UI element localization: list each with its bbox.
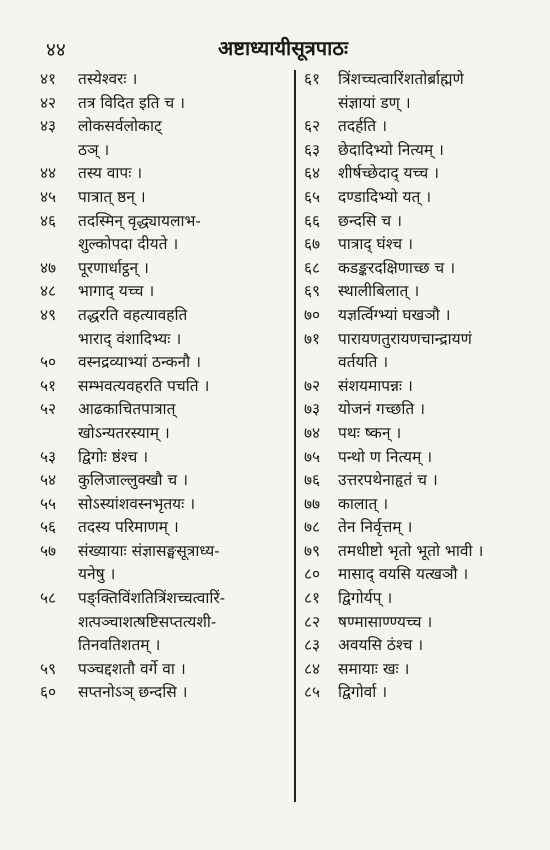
sutra-number: ६९ — [304, 282, 321, 301]
sutra-number: ४४ — [40, 164, 57, 183]
sutra-number: ५९ — [40, 659, 57, 678]
sutra-number: ८५ — [304, 683, 321, 702]
sutra-line: सप्तनोऽञ् छन्दसि । — [78, 683, 188, 702]
sutra-number: ७२ — [304, 376, 321, 395]
sutra-number: ७३ — [304, 400, 321, 419]
page-number: ४४ — [46, 39, 66, 61]
sutra-number: ७९ — [304, 541, 321, 560]
sutra-number: ८० — [304, 565, 321, 584]
sutra-text — [338, 328, 548, 375]
sutra-number: ६० — [40, 683, 57, 702]
sutra-number: ४९ — [40, 305, 57, 324]
sutra-text — [338, 68, 548, 115]
sutra-entry — [304, 587, 548, 611]
sutra-number: ५२ — [40, 400, 57, 419]
sutra-number: ६५ — [304, 187, 321, 206]
sutra-entry — [304, 233, 548, 257]
left-column — [40, 68, 290, 705]
sutra-number: ४२ — [40, 93, 57, 112]
sutra-line: कुलिजाल्लुक्खौ च । — [78, 471, 189, 490]
sutra-line: भागाद् यच्च । — [78, 282, 155, 301]
sutra-text — [78, 115, 290, 162]
sutra-entry — [304, 681, 548, 705]
sutra-entry — [304, 398, 548, 422]
sutra-text — [338, 139, 548, 163]
sutra-text — [78, 516, 290, 540]
sutra-entry — [40, 115, 290, 162]
sutra-entry — [40, 257, 290, 281]
sutra-number: ७४ — [304, 423, 321, 442]
sutra-number: ८४ — [304, 659, 321, 678]
sutra-line: ठञ् । — [78, 140, 110, 159]
sutra-line: पात्रात् ष्ठन् । — [78, 187, 146, 206]
sutra-text — [338, 634, 548, 658]
sutra-text — [338, 115, 548, 139]
sutra-number: ५४ — [40, 471, 57, 490]
sutra-text — [78, 681, 290, 705]
sutra-text — [338, 233, 548, 257]
sutra-text — [338, 422, 548, 446]
sutra-line: पूरणार्धाट्ठन् । — [78, 258, 149, 277]
sutra-text — [78, 304, 290, 351]
sutra-line: तदर्हति । — [338, 117, 387, 136]
sutra-number: ५३ — [40, 447, 57, 466]
sutra-line: समायाः खः । — [338, 659, 410, 678]
sutra-entry — [304, 115, 548, 139]
sutra-entry — [304, 328, 548, 375]
sutra-text — [78, 351, 290, 375]
sutra-entry — [304, 375, 548, 399]
sutra-line: वर्तयति । — [338, 353, 389, 372]
sutra-entry — [40, 516, 290, 540]
sutra-text — [78, 587, 290, 658]
right-column — [304, 68, 548, 705]
sutra-entry — [304, 139, 548, 163]
sutra-line: तेन निर्वृत्तम् । — [338, 518, 413, 537]
sutra-number: ६१ — [304, 70, 321, 88]
sutra-line: स्थालीबिलात् । — [338, 282, 420, 301]
sutra-entry — [304, 186, 548, 210]
sutra-number: ६३ — [304, 140, 321, 159]
sutra-entry — [40, 162, 290, 186]
sutra-entry — [304, 563, 548, 587]
sutra-line: तद्धरति वहत्यावहति — [78, 305, 188, 324]
sutra-entry — [304, 422, 548, 446]
sutra-line: तदस्य परिमाणम् । — [78, 518, 179, 537]
sutra-entry — [304, 493, 548, 517]
sutra-line: छन्दसि च । — [338, 211, 402, 230]
sutra-line: यनेषु । — [78, 565, 116, 584]
sutra-number: ७६ — [304, 471, 321, 490]
sutra-line: तदस्मिन् वृद्ध्यायलाभ- — [78, 211, 201, 230]
sutra-entry — [304, 634, 548, 658]
sutra-entry — [40, 493, 290, 517]
sutra-number: ५५ — [40, 494, 57, 513]
sutra-number: ४१ — [40, 70, 57, 88]
sutra-number: ६८ — [304, 258, 321, 277]
sutra-entry — [40, 186, 290, 210]
page-title: अष्टाध्यायीसूत्रपाठः — [218, 36, 348, 60]
sutra-text — [78, 210, 290, 257]
sutra-line: लोकसर्वलोकाट् — [78, 117, 162, 136]
sutra-entry — [304, 257, 548, 281]
sutra-line: तमधीष्टो भृतो भूतो भावी । — [338, 541, 484, 560]
sutra-line: पथः ष्कन् । — [338, 423, 402, 442]
sutra-line: तस्येश्वरः । — [78, 70, 138, 88]
sutra-line: पञ्चद्दशतौ वर्गे वा । — [78, 659, 186, 678]
sutra-line: मासाद् वयसि यत्खञौ । — [338, 565, 469, 584]
sutra-line: वस्नद्रव्याभ्यां ठन्कनौ । — [78, 353, 201, 372]
sutra-entry — [304, 68, 548, 115]
sutra-entry — [40, 92, 290, 116]
sutra-text — [338, 658, 548, 682]
sutra-line: शीर्षच्छेदाद् यच्च । — [338, 164, 439, 183]
sutra-line: संशयमापन्नः । — [338, 376, 413, 395]
sutra-text — [78, 398, 290, 445]
sutra-line: कालात् । — [338, 494, 389, 513]
sutra-line: पन्थो ण नित्यम् । — [338, 447, 433, 466]
sutra-entry — [40, 280, 290, 304]
sutra-text — [78, 68, 290, 92]
sutra-entry — [40, 658, 290, 682]
sutra-text — [338, 162, 548, 186]
sutra-number: ४३ — [40, 117, 57, 136]
sutra-number: ५१ — [40, 376, 57, 395]
sutra-number: ६७ — [304, 235, 321, 254]
sutra-text — [338, 280, 548, 304]
sutra-text — [338, 446, 548, 470]
sutra-text — [338, 563, 548, 587]
sutra-line: पारायणतुरायणचान्द्रायणं — [338, 329, 472, 348]
sutra-text — [338, 304, 548, 328]
sutra-entry — [304, 658, 548, 682]
sutra-text — [338, 493, 548, 517]
sutra-entry — [304, 469, 548, 493]
sutra-line: योजनं गच्छति । — [338, 400, 425, 419]
sutra-number: ८१ — [304, 589, 321, 608]
sutra-entry — [304, 516, 548, 540]
sutra-number: ४८ — [40, 282, 57, 301]
sutra-entry — [40, 469, 290, 493]
sutra-line: उत्तरपथेनाहृतं च । — [338, 471, 438, 490]
sutra-number: ७७ — [304, 494, 321, 513]
sutra-line: आढकाचितपात्रात् — [78, 400, 176, 419]
sutra-line: शत्पञ्चाशत्षष्टिसप्तत्यशी- — [78, 612, 217, 631]
sutra-number: ५० — [40, 353, 57, 372]
sutra-line: त्रिंशच्चत्वारिंशतोर्ब्राह्मणे — [338, 70, 464, 88]
sutra-number: ६२ — [304, 117, 321, 136]
sutra-line: छेदादिभ्यो नित्यम् । — [338, 140, 444, 159]
sutra-line: द्विगोः ष्ठंश्च । — [78, 447, 149, 466]
sutra-entry — [40, 681, 290, 705]
sutra-line: संज्ञायां डण् । — [338, 93, 411, 112]
sutra-text — [338, 516, 548, 540]
sutra-entry — [40, 351, 290, 375]
sutra-entry — [40, 304, 290, 351]
sutra-number: ४७ — [40, 258, 57, 277]
sutra-number: ७१ — [304, 329, 321, 348]
sutra-number: ८३ — [304, 636, 321, 655]
sutra-entry — [40, 587, 290, 658]
sutra-text — [338, 398, 548, 422]
sutra-text — [78, 186, 290, 210]
sutra-entry — [40, 210, 290, 257]
sutra-line: द्विगोर्वा । — [338, 683, 388, 702]
sutra-text — [78, 540, 290, 587]
sutra-entry — [304, 446, 548, 470]
sutra-line: द्विगोर्यप् । — [338, 589, 393, 608]
sutra-text — [78, 493, 290, 517]
sutra-line: शुल्कोपदा दीयते । — [78, 235, 179, 254]
sutra-entry — [40, 540, 290, 587]
sutra-text — [78, 162, 290, 186]
sutra-line: तस्य वापः । — [78, 164, 143, 183]
sutra-entry — [304, 162, 548, 186]
sutra-line: सोऽस्यांशवस्नभृतयः । — [78, 494, 196, 513]
sutra-line: भाराद् वंशादिभ्यः । — [78, 329, 182, 348]
sutra-line: पात्राद् घंश्च । — [338, 235, 413, 254]
sutra-line: संख्यायाः संज्ञासङ्घसूत्राध्य- — [78, 541, 220, 560]
sutra-entry — [304, 280, 548, 304]
sutra-text — [78, 257, 290, 281]
sutra-entry — [304, 304, 548, 328]
sutra-text — [78, 446, 290, 470]
sutra-line: सम्भवत्यवहरति पचति । — [78, 376, 210, 395]
sutra-number: ७८ — [304, 518, 321, 537]
sutra-line: यज्ञर्त्विग्भ्यां घखञौ । — [338, 305, 451, 324]
sutra-number: ४६ — [40, 211, 57, 230]
sutra-text — [78, 92, 290, 116]
sutra-number: ६४ — [304, 164, 321, 183]
sutra-line: तिनवतिशतम् । — [78, 636, 161, 655]
sutra-text — [78, 469, 290, 493]
sutra-text — [338, 210, 548, 234]
sutra-line: कडङ्करदक्षिणाच्छ च । — [338, 258, 456, 277]
sutra-number: ८२ — [304, 612, 321, 631]
sutra-line: तत्र विदित इति च । — [78, 93, 185, 112]
sutra-entry — [304, 210, 548, 234]
sutra-number: ६६ — [304, 211, 321, 230]
sutra-text — [78, 375, 290, 399]
sutra-number: ५८ — [40, 589, 57, 608]
sutra-text — [338, 257, 548, 281]
sutra-text — [338, 469, 548, 493]
sutra-line: पङ्क्तिविंशतित्रिंशच्चत्वारिं- — [78, 589, 225, 608]
sutra-number: ७० — [304, 305, 321, 324]
column-divider — [294, 70, 296, 802]
sutra-entry — [40, 68, 290, 92]
sutra-number: ४५ — [40, 187, 57, 206]
sutra-text — [338, 681, 548, 705]
sutra-line: अवयसि ठंश्च । — [338, 636, 424, 655]
sutra-text — [78, 658, 290, 682]
sutra-number: ५७ — [40, 541, 57, 560]
sutra-text — [78, 280, 290, 304]
sutra-text — [338, 375, 548, 399]
sutra-entry — [40, 398, 290, 445]
sutra-line: षण्मासाण्ण्यच्च । — [338, 612, 433, 631]
sutra-entry — [304, 540, 548, 564]
sutra-number: ५६ — [40, 518, 57, 537]
sutra-line: खोऽन्यतरस्याम् । — [78, 423, 170, 442]
sutra-entry — [40, 446, 290, 470]
sutra-text — [338, 611, 548, 635]
sutra-text — [338, 186, 548, 210]
sutra-line: दण्डादिभ्यो यत् । — [338, 187, 432, 206]
sutra-number: ७५ — [304, 447, 321, 466]
sutra-entry — [304, 611, 548, 635]
sutra-text — [338, 540, 548, 564]
sutra-entry — [40, 375, 290, 399]
sutra-text — [338, 587, 548, 611]
